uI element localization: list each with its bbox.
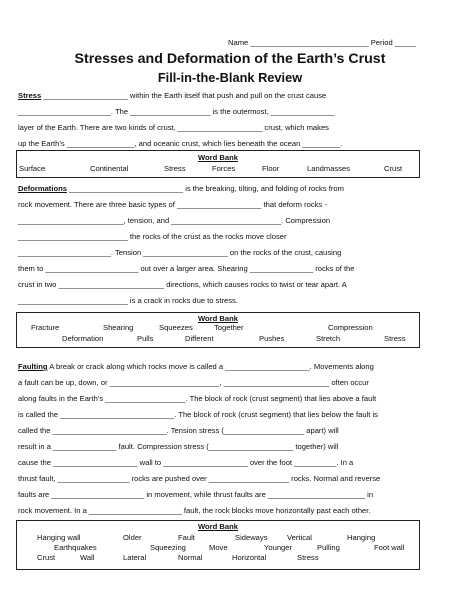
word-bank-3-word: Wall xyxy=(80,553,95,562)
word-bank-2-word: Deformation xyxy=(62,334,104,343)
word-bank-3-word: Fault xyxy=(178,533,195,542)
word-bank-2-title: Word Bank xyxy=(198,314,238,323)
word-bank-1-word: Crust xyxy=(384,164,403,173)
word-bank-2-word: Together xyxy=(214,323,244,332)
page-title: Stresses and Deformation of the Earth’s Crust xyxy=(74,51,386,67)
word-bank-1-word: Stress xyxy=(164,164,186,173)
word-bank-1-word: Floor xyxy=(262,164,280,173)
word-bank-2-word: Compression xyxy=(328,323,373,332)
word-bank-3 xyxy=(16,520,420,570)
page-subtitle: Fill-in-the-Blank Review xyxy=(157,70,303,85)
word-bank-3-word: Earthquakes xyxy=(54,543,97,552)
word-bank-3-word: Vertical xyxy=(287,533,312,542)
name-period-line[interactable]: Name ____________________________ Period _____ xyxy=(228,38,416,47)
word-bank-1-word: Continental xyxy=(90,164,129,173)
faulting-line-8[interactable]: thrust fault, _________________ rocks are pushed over ___________________ rocks. Normal and reverse xyxy=(18,474,381,483)
word-bank-3-word: Crust xyxy=(37,553,56,562)
deformations-line-8[interactable]: __________________________ is a crack in rocks due to stress. xyxy=(18,296,238,305)
word-bank-2-word: Stretch xyxy=(316,334,341,343)
word-bank-3-word: Stress xyxy=(297,553,319,562)
word-bank-2-word: Pulls xyxy=(137,334,154,343)
word-bank-2-word: Squeezes xyxy=(159,323,193,332)
word-bank-3-word: Pulling xyxy=(317,543,340,552)
faulting-line-9[interactable]: faults are ______________________ in movement, while thrust faults are _______________________ in xyxy=(18,490,374,499)
word-bank-3-word: Older xyxy=(123,533,142,542)
deformations-line-3[interactable]: _________________________, tension, and __________________________. Compression xyxy=(18,216,331,225)
faulting-line-6[interactable]: result in a _______________ fault. Compression stress (____________________ together) will xyxy=(18,442,339,451)
word-bank-1-word: Landmasses xyxy=(307,164,351,173)
word-bank-3-word: Horizontal xyxy=(232,553,267,562)
word-bank-3-title: Word Bank xyxy=(198,522,238,531)
stress-line-3[interactable]: layer of the Earth. There are two kinds of crust, ____________________ crust, which makes xyxy=(18,123,329,132)
word-bank-2-word: Stress xyxy=(384,334,406,343)
faulting-text-1[interactable]: A break or crack along which rocks move is called a ____________________. Movements along xyxy=(47,362,374,371)
word-bank-1-word: Forces xyxy=(212,164,236,173)
faulting-line-5[interactable]: called the ___________________________. Tension stress (___________________ apart) will xyxy=(18,426,339,435)
faulting-heading: Faulting xyxy=(18,362,48,371)
word-bank-2-word: Pushes xyxy=(259,334,285,343)
word-bank-3-word: Hanging xyxy=(347,533,376,542)
word-bank-3-word: Move xyxy=(209,543,228,552)
word-bank-3-word: Squeezing xyxy=(150,543,186,552)
deformations-text-1[interactable]: ___________________________ is the breaking, tilting, and folding of rocks from xyxy=(66,184,344,193)
stress-text-1[interactable]: ____________________ within the Earth itself that push and pull on the crust cause xyxy=(41,91,327,100)
word-bank-2-word: Different xyxy=(185,334,214,343)
deformations-line-5[interactable]: ______________________. Tension ____________________ on the rocks of the crust, causing xyxy=(18,248,342,257)
faulting-line-3[interactable]: along faults in the Earth’s ___________________. The block of rock (crust segment) that lies above a fault xyxy=(18,394,377,403)
faulting-line-1 xyxy=(18,362,374,372)
deformations-line-6[interactable]: them to ______________________ out over a larger area. Shearing _______________ rocks of the xyxy=(18,264,355,273)
deformations-line-7[interactable]: crust in two _________________________ directions, which causes rocks to twist or tear apart. A xyxy=(18,280,347,289)
word-bank-1-word: Surface xyxy=(19,164,46,173)
faulting-line-10[interactable]: rock movement. In a ______________________ fault, the rock blocks move horizontally past each other. xyxy=(18,506,371,515)
word-bank-3-word: Foot wall xyxy=(374,543,405,552)
word-bank-2-word: Shearing xyxy=(103,323,134,332)
word-bank-1-title: Word Bank xyxy=(198,153,238,162)
word-bank-2-word: Fracture xyxy=(31,323,60,332)
word-bank-3-word: Sideways xyxy=(235,533,268,542)
deformations-heading: Deformations xyxy=(18,184,67,193)
word-bank-1 xyxy=(16,150,420,178)
deformations-line-4[interactable]: __________________________ the rocks of the crust as the rocks move closer xyxy=(18,232,287,241)
stress-line-4[interactable]: up the Earth’s ________________, and oceanic crust, which lies beneath the ocean _________. xyxy=(18,139,343,148)
word-bank-3-word: Hanging wall xyxy=(37,533,81,542)
faulting-line-2[interactable]: a fault can be up, down, or __________________________, _________________________ often occur xyxy=(18,378,369,387)
word-bank-3-word: Lateral xyxy=(123,553,147,562)
faulting-line-7[interactable]: cause the ____________________ wall to ____________________ over the foot __________. In a xyxy=(18,458,354,467)
word-bank-2 xyxy=(16,312,420,348)
deformations-line-2[interactable]: rock movement. There are three basic types of ____________________ that deform rocks - xyxy=(18,200,327,209)
word-bank-3-word: Normal xyxy=(178,553,203,562)
stress-line-2[interactable]: ______________________. The ___________________ is the outermost, _______________ xyxy=(18,107,335,116)
faulting-line-4[interactable]: is called the ___________________________. The block of rock (crust segment) that lies below the fault is xyxy=(18,410,378,419)
stress-line-1 xyxy=(18,91,326,101)
deformations-line-1 xyxy=(18,184,344,194)
stress-heading: Stress xyxy=(18,91,42,100)
word-bank-3-word: Younger xyxy=(264,543,293,552)
